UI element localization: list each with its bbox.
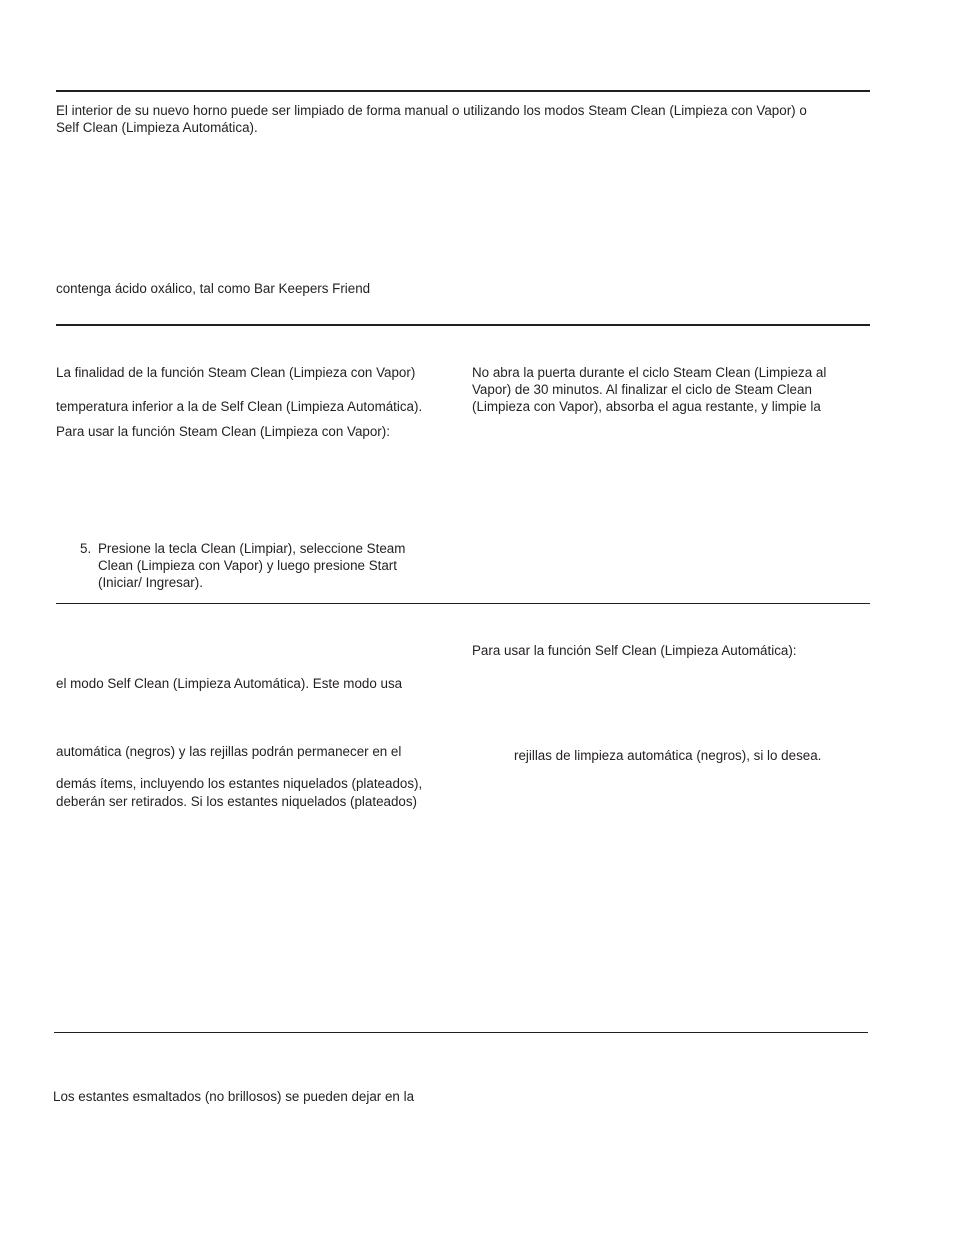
steam-clean-purpose-text: La finalidad de la función Steam Clean (Limpieza con Vapor) (56, 365, 416, 380)
enamel-shelves-text: Los estantes esmaltados (no brillosos) se pueden dejar en la (53, 1089, 415, 1104)
steam-clean-door-warning-line3: (Limpieza con Vapor), absorba el agua restante, y limpie la (472, 399, 821, 414)
steam-clean-howto-heading: Para usar la función Steam Clean (Limpieza con Vapor): (56, 424, 390, 439)
self-clean-divider (56, 603, 870, 604)
self-clean-racks-text: automática (negros) y las rejillas podrán permanecer en el (56, 744, 402, 759)
self-clean-items-text-line1: demás ítems, incluyendo los estantes niquelados (plateados), (56, 776, 423, 791)
step-text-line1: Presione la tecla Clean (Limpiar), seleccione Steam (98, 541, 406, 556)
oxalic-acid-text: contenga ácido oxálico, tal como Bar Keepers Friend (56, 281, 371, 296)
step-text (98, 540, 443, 591)
step-text-line2: Clean (Limpieza con Vapor) y luego presione Start (98, 558, 397, 573)
top-divider (56, 90, 870, 92)
steam-clean-temperature-text: temperatura inferior a la de Self Clean (Limpieza Automática). (56, 399, 423, 414)
steam-clean-door-warning-line1: No abra la puerta durante el ciclo Steam Clean (Limpieza al (472, 365, 827, 380)
step-number: 5. (80, 541, 92, 556)
intro-text-line2: Self Clean (Limpieza Automática). (56, 120, 258, 135)
self-clean-mode-text: el modo Self Clean (Limpieza Automática). Este modo usa (56, 676, 403, 691)
steam-clean-door-warning-line2: Vapor) de 30 minutos. Al finalizar el ciclo de Steam Clean (472, 382, 812, 397)
self-clean-howto-heading: Para usar la función Self Clean (Limpieza Automática): (472, 643, 797, 658)
intro-text-line1: El interior de su nuevo horno puede ser limpiado de forma manual o utilizando los modos Steam Clean (Limpieza con Vapor) o (56, 103, 807, 118)
self-clean-racks-optional-text: rejillas de limpieza automática (negros), si lo desea. (514, 748, 822, 763)
steam-clean-divider (56, 324, 870, 326)
self-clean-items-text-line2: deberán ser retirados. Si los estantes niquelados (plateados) (56, 794, 418, 809)
shelves-divider (54, 1032, 868, 1033)
step-text-line3: (Iniciar/ Ingresar). (98, 575, 203, 590)
